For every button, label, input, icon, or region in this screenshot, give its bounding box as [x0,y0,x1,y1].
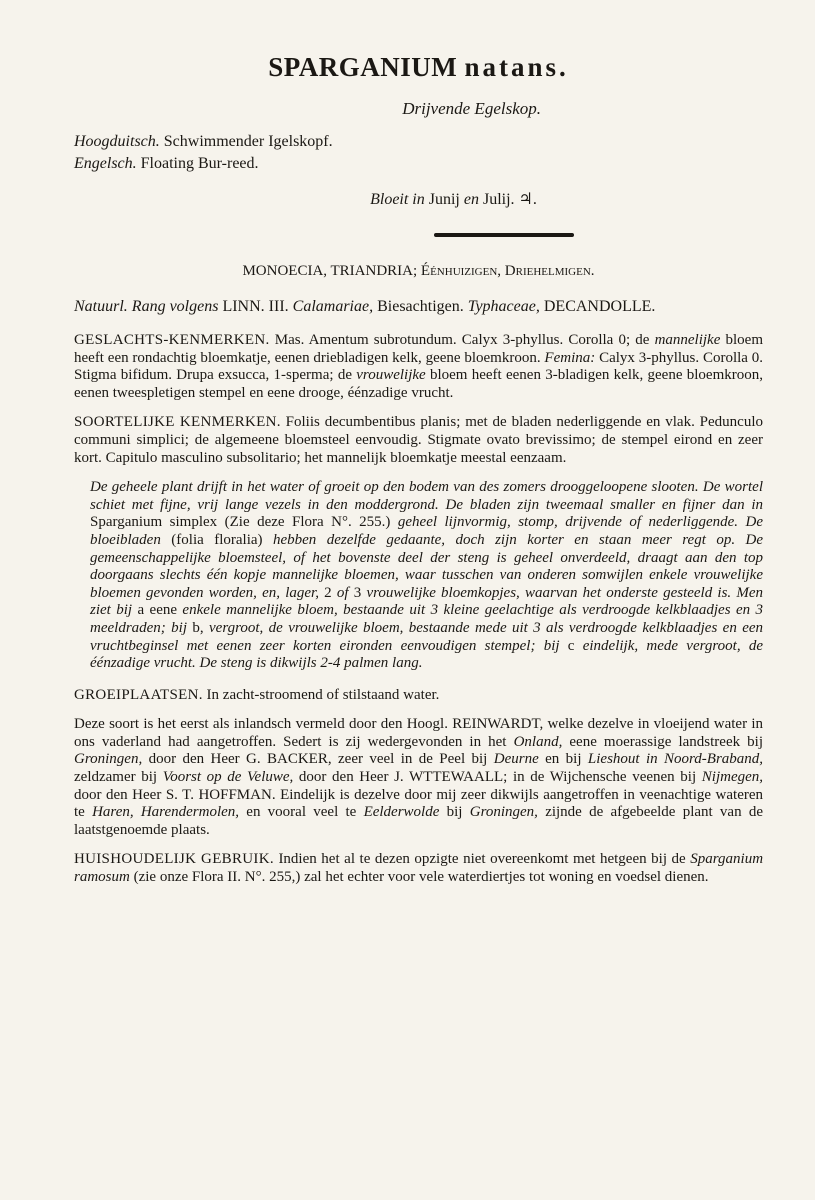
name-english [74,153,763,175]
page-title [74,52,763,83]
economic-use: HUISHOUDELIJK GEBRUIK. Indien het al te dezen opzigte niet overeenkomt met hetgeen bij de Sparganium ramosum (zie onze Flora II. N°. 255,) zal het echter voor vele waterdiertjes tot woning en voedsel dienen. [74,851,764,886]
lang-label: Engelsch. [74,155,137,172]
linnaean-classification: MONOECIA, TRIANDRIA; Éénhuizigen, Driehelmigen. [242,263,595,279]
genus-name: SPARGANIUM [268,52,458,82]
dutch-name: Drijvende Egelskop. [402,99,541,118]
foreign-names [74,131,763,175]
lang-value: Schwimmender Igelskopf. [163,133,333,150]
divider-rule [434,233,574,237]
habitat: GROEIPLAATSEN. In zacht-stroomend of stilstaand water. [74,686,440,703]
lang-value: Floating Bur-reed. [140,155,259,172]
lang-label: Hoogduitsch. [74,133,160,150]
distribution: Deze soort is het eerst als inlandsch vermeld door den Hoogl. REINWARDT, welke dezelve in vloeijend water in ons vaderland had aangetroffen. Sedert is zij wedergevonden in het Onland, eene moerassige landstreek bij Groningen, door den Heer G. BACKER, zeer veel in de Peel bij Deurne en bij Lieshout in Noord-Braband, zeldzamer bij Voorst op de Veluwe, door den Heer J. WTTEWAALL; in de Wijchensche veenen bij Nijmegen, door den Heer S. T. HOFFMAN. Eindelijk is dezelve door mij zeer dikwijls aangetroffen in veenachtige wateren te Haren, Harendermolen, en vooral veel te Eelderwolde bij Groningen, zijnde de afgebeelde plant van de laatstgenoemde plaats. [74,716,764,838]
natural-rank: Natuurl. Rang volgens LINN. III. Calamariae, Biesachtigen. Typhaceae, DECANDOLLE. [74,298,656,315]
plant-description: De geheele plant drijft in het water of groeit op den bodem van des zomers drooggeloopene slooten. De wortel schiet met fijne, vrij lange vezels in den moddergrond. De bladen zijn tweemaal smaller en fijner dan in Sparganium simplex (Zie deze Flora N°. 255.) geheel lijnvormig, stomp, drijvende of nederliggende. De bloeibladen (folia floralia) hebben dezelfde gedaante, doch zijn korter en staan meer regt op. De gemeenschappelijke bloemsteel, of het bovenste deel der steng is geheel onverdeeld, draagt aan den top doorgaans slechts één kopje mannelijke bloemen, waar tusschen van onderen somwijlen enkele vrouwelijke bloemen gevonden worden, en, lager, 2 of 3 vrouwelijke bloemkopjes, waarvan het onderste gesteeld is. Men ziet bij a eene enkele mannelijke bloem, bestaande uit 3 kleine geelachtige als verdroogde kelkblaadjes en 3 meeldraden; bij b, vergroot, de vrouwelijke bloem, bestaande mede uit 3 als verdroogde kelkblaadjes en een vruchtbeginsel met eenen zeer korten eironden eenvoudigen stempel; bij c eindelijk, mede vergroot, de éénzadige vrucht. De steng is dikwijls 2-4 palmen lang. [90,479,764,672]
flowering-time: Bloeit in Junij en Julij. ♃. [370,191,537,208]
name-german [74,131,763,153]
species-name: natans. [464,52,569,82]
genus-characters: GESLACHTS-KENMERKEN. Mas. Amentum subrotundum. Calyx 3-phyllus. Corolla 0; de mannelijke bloem heeft een rondachtig bloemkatje, eenen driebladigen kelk, geene bloemkroon. Femina: Calyx 3-phyllus. Corolla 0. Stigma bifidum. Drupa exsucca, 1-sperma; de vrouwelijke bloem heeft eenen 3-bladigen kelk, geene bloemkroon, eenen tweespletigen stempel en eene drooge, éénzadige vrucht. [74,332,764,401]
species-characters: SOORTELIJKE KENMERKEN. Foliis decumbentibus planis; met de bladen nederliggende en vlak. Pedunculo communi simplici; de algemeene bloemsteel eenvoudig. Stigmate ovato brevissimo; de stempel eirond en zeer kort. Capitulo masculino subsolitario; het mannelijk bloemkatje meestal eenzaam. [74,414,763,466]
perennial-symbol: ♃. [518,191,537,208]
